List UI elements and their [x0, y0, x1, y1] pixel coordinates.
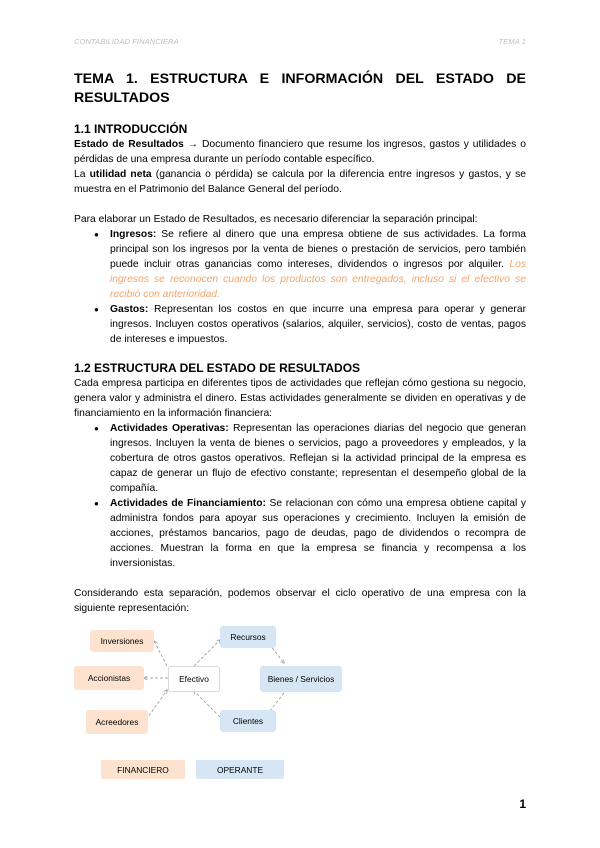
list-item-text: Representan las operaciones diarias del negocio que generan ingresos. Incluyen la venta de bienes o servicios, pago a proveedores y empleados, y la cobertura de otros gastos operativos. Reflejan si la actividad principal de la empresa es capaz de generar un flujo de efectivo constante; representan el desempeño global de la compañía. [110, 423, 526, 494]
page-number: 1 [519, 797, 526, 811]
list-item-term: Gastos: [110, 304, 149, 315]
definition-text: Documento financiero que resume los ingresos, gastos y utilidades o pérdidas de una empresa durante un período contable específico. [74, 139, 526, 165]
net-income-prefix: La [74, 169, 90, 180]
list-item-gastos [110, 302, 526, 347]
diagram-intro: Considerando esta separación, podemos observar el ciclo operativo de una empresa con la siguiente representación: [74, 588, 526, 614]
net-income-term: utilidad neta [89, 169, 152, 180]
node-bienes-servicios: Bienes / Servicios [260, 666, 342, 692]
operating-cycle-diagram [74, 618, 374, 788]
list-item-term: Actividades Operativas: [110, 423, 229, 434]
arrow-efectivo-inversiones [154, 641, 167, 666]
activities-list [74, 421, 526, 571]
header-subject: CONTABILIDAD FINANCIERA [74, 37, 179, 46]
running-header [74, 37, 526, 46]
list-item-ingresos [110, 227, 526, 302]
list-item-text: Se refiere al dinero que una empresa obtiene de sus actividades. La forma principal son los ingresos por la venta de bienes o prestación de servicios, pero también puede incluir otras ganancias como intereses, dividendos o ingresos por alquiler. [110, 229, 526, 270]
list-item-note: Los ingresos se reconocen cuando los productos son entregados, incluso si el efectivo se recibió con anterioridad. [110, 259, 526, 300]
arrow-clientes-efectivo [194, 691, 220, 717]
header-topic: TEMA 1 [498, 37, 526, 46]
section-1-1-heading: 1.1 INTRODUCCIÓN [74, 122, 188, 136]
list-item-text: Representan los costos en que incurre una empresa para operar y generar ingresos. Incluyen costos operativos (salarios, alquiler, servicios), costo de ventas, pagos de intereses e impuestos. [110, 304, 526, 345]
section-1-2-intro: Cada empresa participa en diferentes tipos de actividades que reflejan cómo gestiona su negocio, genera valor y administra el dinero. Estas actividades generalmente se dividen en operativas y de financiamiento en la información financiera: [74, 378, 526, 419]
list-item-operativas [110, 421, 526, 496]
section-1-2-heading: 1.2 ESTRUCTURA DEL ESTADO DE RESULTADOS [74, 361, 361, 375]
node-acreedores: Acreedores [86, 710, 148, 734]
definition-paragraph [74, 137, 526, 167]
list-item-term: Actividades de Financiamiento: [110, 498, 266, 509]
legend-financiero: FINANCIERO [101, 760, 185, 779]
list-item-text: Se relacionan con cómo una empresa obtiene capital y administra fondos para apoyar sus operaciones y crecimiento. Incluyen la emisión de acciones, préstamos bancarios, pago de deudas, pago de dividendos o recompra de acciones. Muestran la forma en que la empresa se financia y recompensa a los inversionistas. [110, 498, 526, 569]
node-inversiones: Inversiones [90, 630, 154, 652]
page-title: TEMA 1. ESTRUCTURA E INFORMACIÓN DEL ESTADO DE RESULTADOS [74, 71, 526, 106]
node-clientes: Clientes [220, 710, 276, 732]
net-income-text: (ganancia o pérdida) se calcula por la diferencia entre ingresos y gastos, y se muestra en el Patrimonio del Balance General del período. [74, 169, 527, 195]
section-1-1-intro: Para elaborar un Estado de Resultados, es necesario diferenciar la separación principal: [74, 214, 478, 225]
node-recursos: Recursos [220, 626, 276, 648]
definition-term: Estado de Resultados [74, 139, 184, 150]
page-content [74, 70, 526, 616]
node-efectivo: Efectivo [168, 666, 220, 692]
arrow-acreedores-efectivo [146, 690, 167, 720]
definition-arrow: → [183, 139, 202, 150]
net-income-paragraph [74, 167, 526, 197]
arrow-efectivo-recursos [194, 640, 220, 666]
node-accionistas: Accionistas [74, 666, 144, 690]
list-item-term: Ingresos: [110, 229, 157, 240]
income-expense-list [74, 227, 526, 347]
list-item-financiamiento [110, 496, 526, 571]
legend-operante: OPERANTE [196, 760, 284, 779]
